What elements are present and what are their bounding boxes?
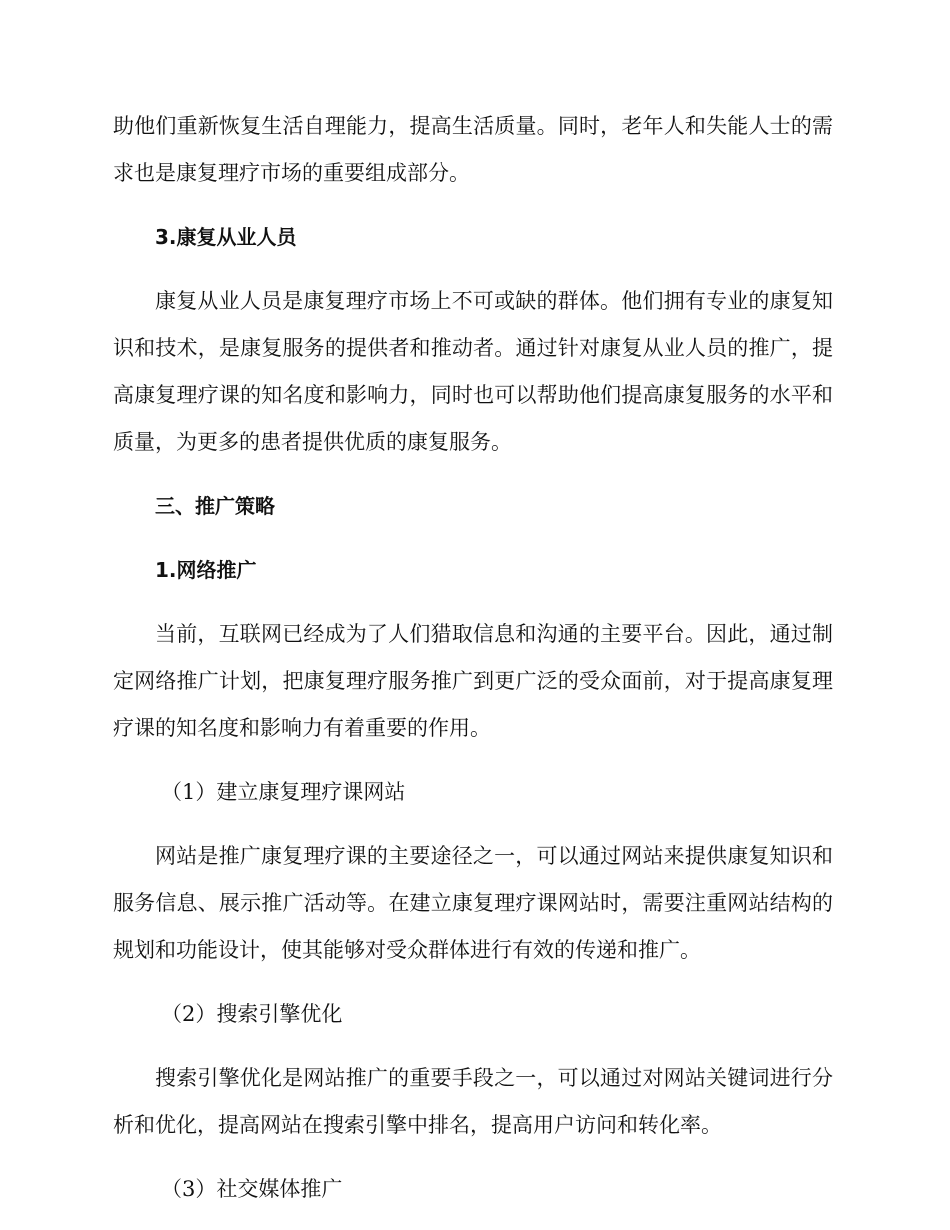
paragraph-practitioners: 康复从业人员是康复理疗市场上不可或缺的群体。他们拥有专业的康复知识和技术，是康复服务的提供者和推动者。通过针对康复从业人员的推广，提高康复理疗课的知名度和影响力，同时也可以帮助他们提高康复服务的水平和质量，为更多的患者提供优质的康复服务。	[113, 289, 833, 454]
section-heading-online-promotion: 1.网络推广	[155, 558, 257, 582]
subheading-seo: （2）搜索引擎优化	[161, 1002, 343, 1026]
paragraph-build-website: 网站是推广康复理疗课的主要途径之一，可以通过网站来提供康复知识和服务信息、展示推广活动等。在建立康复理疗课网站时，需要注重网站结构的规划和功能设计，使其能够对受众群体进行有效的传递和推广。	[113, 844, 833, 962]
chapter-heading-promotion-strategy: 三、推广策略	[155, 494, 275, 518]
subheading-build-website: （1）建立康复理疗课网站	[161, 780, 406, 804]
subheading-social-media: （3）社交媒体推广	[161, 1177, 343, 1201]
paragraph-online-promotion: 当前，互联网已经成为了人们猎取信息和沟通的主要平台。因此，通过制定网络推广计划，把康复理疗服务推广到更广泛的受众面前，对于提高康复理疗课的知名度和影响力有着重要的作用。	[113, 622, 833, 740]
paragraph-seo: 搜索引擎优化是网站推广的重要手段之一，可以通过对网站关键词进行分析和优化，提高网站在搜索引擎中排名，提高用户访问和转化率。	[113, 1066, 833, 1137]
section-heading-practitioners: 3.康复从业人员	[155, 225, 297, 249]
document-body	[113, 103, 833, 1213]
paragraph-continuation: 助他们重新恢复生活自理能力，提高生活质量。同时，老年人和失能人士的需求也是康复理疗市场的重要组成部分。	[113, 114, 833, 185]
